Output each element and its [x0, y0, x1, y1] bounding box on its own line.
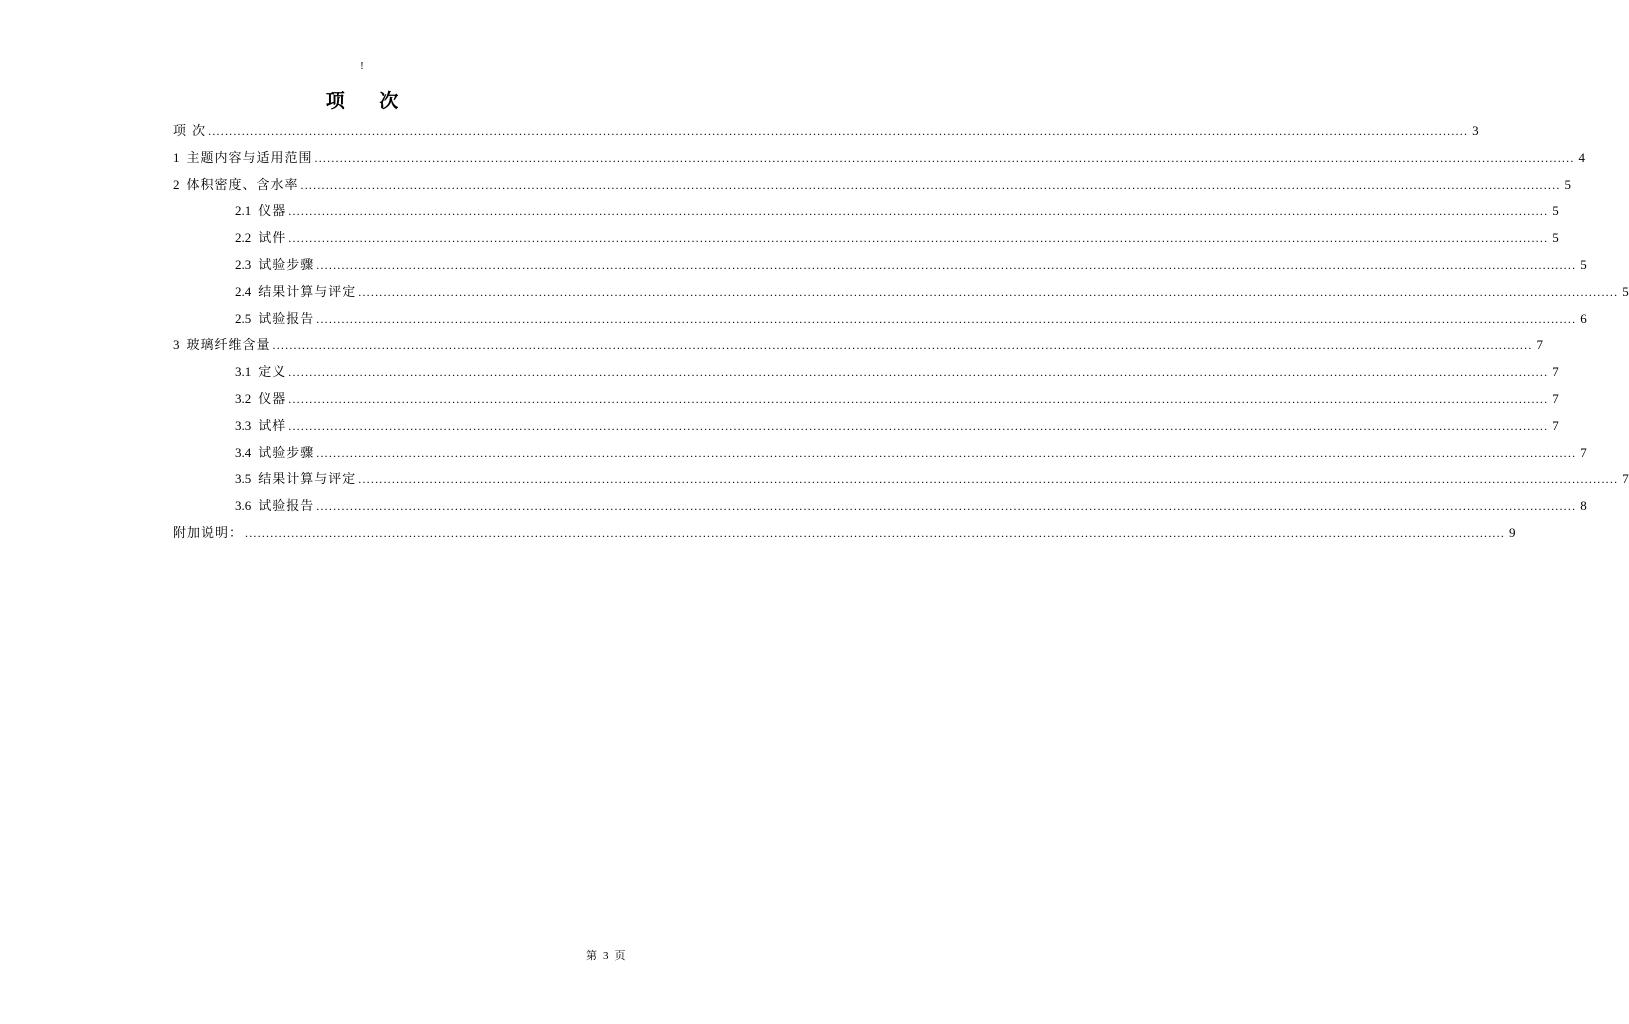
toc-entry-page: 7	[1552, 390, 1559, 406]
toc-entry[interactable]	[173, 198, 1559, 225]
toc-entry-number: 2.5	[235, 310, 252, 326]
toc-leader-dots: ............................................................................................................................................................................................................................................................................................................	[358, 284, 1619, 299]
toc-entry-page: 4	[1578, 149, 1586, 165]
toc-entry[interactable]	[173, 493, 1587, 520]
toc-entry-title: 项 次	[173, 124, 207, 139]
toc-entry[interactable]	[173, 118, 1479, 145]
toc-leader-dots: ............................................................................................................................................................................................................................................................................................................	[288, 391, 1549, 406]
toc-entry[interactable]	[173, 252, 1587, 279]
toc-entry-number: 3	[173, 337, 180, 353]
toc-entry-title: 试样	[258, 418, 287, 434]
toc-entry[interactable]	[173, 279, 1629, 306]
toc-leader-dots: ............................................................................................................................................................................................................................................................................................................	[208, 124, 1469, 138]
toc-entry[interactable]	[173, 359, 1559, 386]
toc-entry-number: 3.3	[235, 417, 252, 433]
toc-entry[interactable]	[173, 440, 1587, 467]
toc-entry-page: 5	[1552, 203, 1559, 219]
toc-entry[interactable]	[173, 225, 1559, 252]
toc-entry[interactable]	[173, 172, 1572, 199]
toc-entry[interactable]	[173, 520, 1516, 547]
toc-entry-title: 试验报告	[258, 311, 315, 327]
toc-entry-page: 3	[1472, 123, 1479, 138]
toc-entry-page: 5	[1552, 230, 1559, 246]
toc-title: 项 次	[325, 90, 413, 112]
toc-entry-number: 3.1	[235, 364, 252, 380]
toc-entry-title: 仪器	[258, 204, 287, 220]
toc-leader-dots: ............................................................................................................................................................................................................................................................................................................	[288, 365, 1549, 380]
toc-leader-dots: ............................................................................................................................................................................................................................................................................................................	[288, 231, 1549, 246]
toc-entry-number: 2.1	[235, 203, 252, 219]
toc-entry-title: 试件	[258, 231, 287, 247]
toc-leader-dots: ............................................................................................................................................................................................................................................................................................................	[358, 472, 1619, 487]
toc-entry-number: 2	[173, 176, 180, 192]
toc-entry-title: 试验步骤	[258, 445, 315, 461]
toc-entry-title: 体积密度、含水率	[186, 177, 299, 193]
toc-entry-number: 3.6	[235, 498, 252, 514]
table-of-contents	[173, 118, 1629, 547]
toc-entry-number: 3.4	[235, 444, 252, 460]
toc-entry-title: 玻璃纤维含量	[186, 338, 271, 354]
toc-entry-page: 5	[1622, 283, 1629, 299]
toc-entry-title: 结果计算与评定	[258, 472, 357, 488]
toc-entry-number: 1	[173, 149, 180, 165]
footer-suffix: 页	[614, 949, 626, 962]
toc-entry[interactable]	[173, 306, 1587, 333]
toc-entry-title: 附加说明：	[173, 525, 244, 541]
toc-leader-dots: ............................................................................................................................................................................................................................................................................................................	[245, 525, 1506, 540]
toc-entry-page: 5	[1564, 176, 1572, 192]
toc-leader-dots: ............................................................................................................................................................................................................................................................................................................	[300, 177, 1561, 192]
toc-entry[interactable]	[173, 386, 1559, 413]
toc-entry-number: 2.4	[235, 283, 252, 299]
toc-entry-title: 主题内容与适用范围	[186, 150, 313, 166]
toc-entry-title: 结果计算与评定	[258, 284, 357, 300]
toc-entry-page: 7	[1536, 337, 1544, 353]
toc-leader-dots: ............................................................................................................................................................................................................................................................................................................	[314, 150, 1575, 165]
toc-entry[interactable]	[173, 332, 1544, 359]
toc-entry-title: 试验步骤	[258, 257, 315, 273]
footer-page-number: 3	[603, 950, 609, 962]
toc-entry[interactable]	[173, 413, 1559, 440]
toc-leader-dots: ............................................................................................................................................................................................................................................................................................................	[288, 204, 1549, 219]
page-footer	[586, 947, 626, 963]
toc-entry-number: 2.3	[235, 256, 252, 272]
toc-entry-title: 定义	[258, 365, 287, 381]
toc-entry-page: 9	[1509, 524, 1516, 540]
toc-entry-number: 3.2	[235, 390, 252, 406]
toc-leader-dots: ............................................................................................................................................................................................................................................................................................................	[316, 445, 1577, 460]
toc-leader-dots: ............................................................................................................................................................................................................................................................................................................	[316, 499, 1577, 514]
toc-entry-page: 5	[1580, 256, 1587, 272]
toc-entry-page: 6	[1580, 310, 1587, 326]
toc-entry-page: 7	[1622, 471, 1629, 487]
toc-entry-page: 7	[1580, 444, 1587, 460]
toc-entry-page: 7	[1552, 364, 1559, 380]
toc-entry-title: 试验报告	[258, 499, 315, 515]
toc-leader-dots: ............................................................................................................................................................................................................................................................................................................	[316, 257, 1577, 272]
toc-entry[interactable]	[173, 145, 1586, 172]
toc-leader-dots: ............................................................................................................................................................................................................................................................................................................	[288, 418, 1549, 433]
toc-entry-number: 2.2	[235, 230, 252, 246]
toc-entry-number: 3.5	[235, 471, 252, 487]
toc-leader-dots: ............................................................................................................................................................................................................................................................................................................	[272, 338, 1533, 353]
toc-entry-title: 仪器	[258, 391, 287, 407]
top-mark: !	[360, 60, 364, 72]
toc-entry-page: 8	[1580, 498, 1587, 514]
toc-leader-dots: ............................................................................................................................................................................................................................................................................................................	[316, 311, 1577, 326]
footer-prefix: 第	[586, 949, 597, 962]
toc-entry[interactable]	[173, 466, 1629, 493]
toc-entry-page: 7	[1552, 417, 1559, 433]
